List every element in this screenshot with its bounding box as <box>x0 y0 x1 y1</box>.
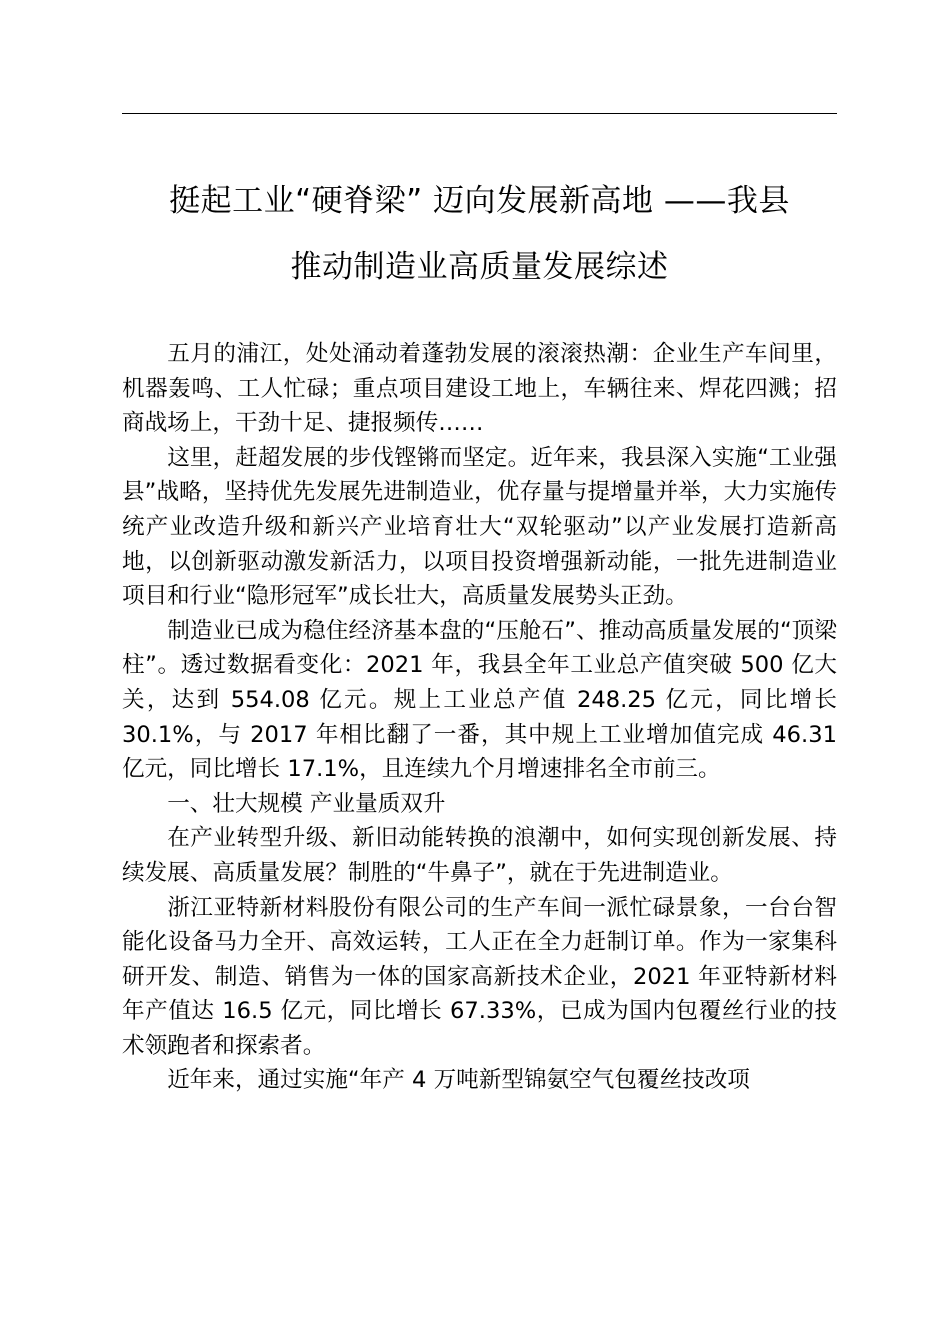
paragraph-intro: 五月的浦江，处处涌动着蓬勃发展的滚滚热潮：企业生产车间里，机器轰鸣、工人忙碌；重点项目建设工地上，车辆往来、焊花四溅；招商战场上，干劲十足、捷报频传…… <box>122 341 837 437</box>
paragraph-yate: 浙江亚特新材料股份有限公司的生产车间一派忙碌景象，一台台智能化设备马力全开、高效运转，工人正在全力赶制订单。作为一家集科研开发、制造、销售为一体的国家高新技术企业，2021 年亚特新材料年产值达 16.5 亿元，同比增长 67.33%，已成为国内包覆丝行业的技术领跑者和探索者。 <box>122 894 837 1059</box>
document-title <box>122 168 837 300</box>
title-line-2: 推动制造业高质量发展综述 <box>290 249 669 285</box>
title-line-1: 挺起工业“硬脊梁” 迈向发展新高地 ——我县 <box>169 183 790 219</box>
article-body <box>122 337 837 1098</box>
paragraph-recent: 近年来，通过实施“年产 4 万吨新型锦氨空气包覆丝技改项 <box>167 1067 750 1094</box>
paragraph-strategy: 这里，赶超发展的步伐铿锵而坚定。近年来，我县深入实施“工业强县”战略，坚持优先发展先进制造业，优存量与提增量并举，大力实施传统产业改造升级和新兴产业培育壮大“双轮驱动”以产业发展打造新高地，以创新驱动激发新活力，以项目投资增强新动能，一批先进制造业项目和行业“隐形冠军”成长壮大，高质量发展势头正劲。 <box>122 444 837 610</box>
paragraph-question: 在产业转型升级、新旧动能转换的浪潮中，如何实现创新发展、持续发展、高质量发展？制胜的“牛鼻子”，就在于先进制造业。 <box>122 825 837 886</box>
paragraph-data: 制造业已成为稳住经济基本盘的“压舱石”、推动高质量发展的“顶梁柱”。透过数据看变化：2021 年，我县全年工业总产值突破 500 亿大关，达到 554.08 亿元。规上工业总产值 248.25 亿元，同比增长 30.1%，与 2017 年相比翻了一番，其中规上工业增加值完成 46.31 亿元，同比增长 17.1%，且连续九个月增速排名全市前三。 <box>122 617 837 783</box>
section-heading-1: 一、壮大规模 产业量质双升 <box>167 790 446 817</box>
header-rule <box>122 113 837 114</box>
